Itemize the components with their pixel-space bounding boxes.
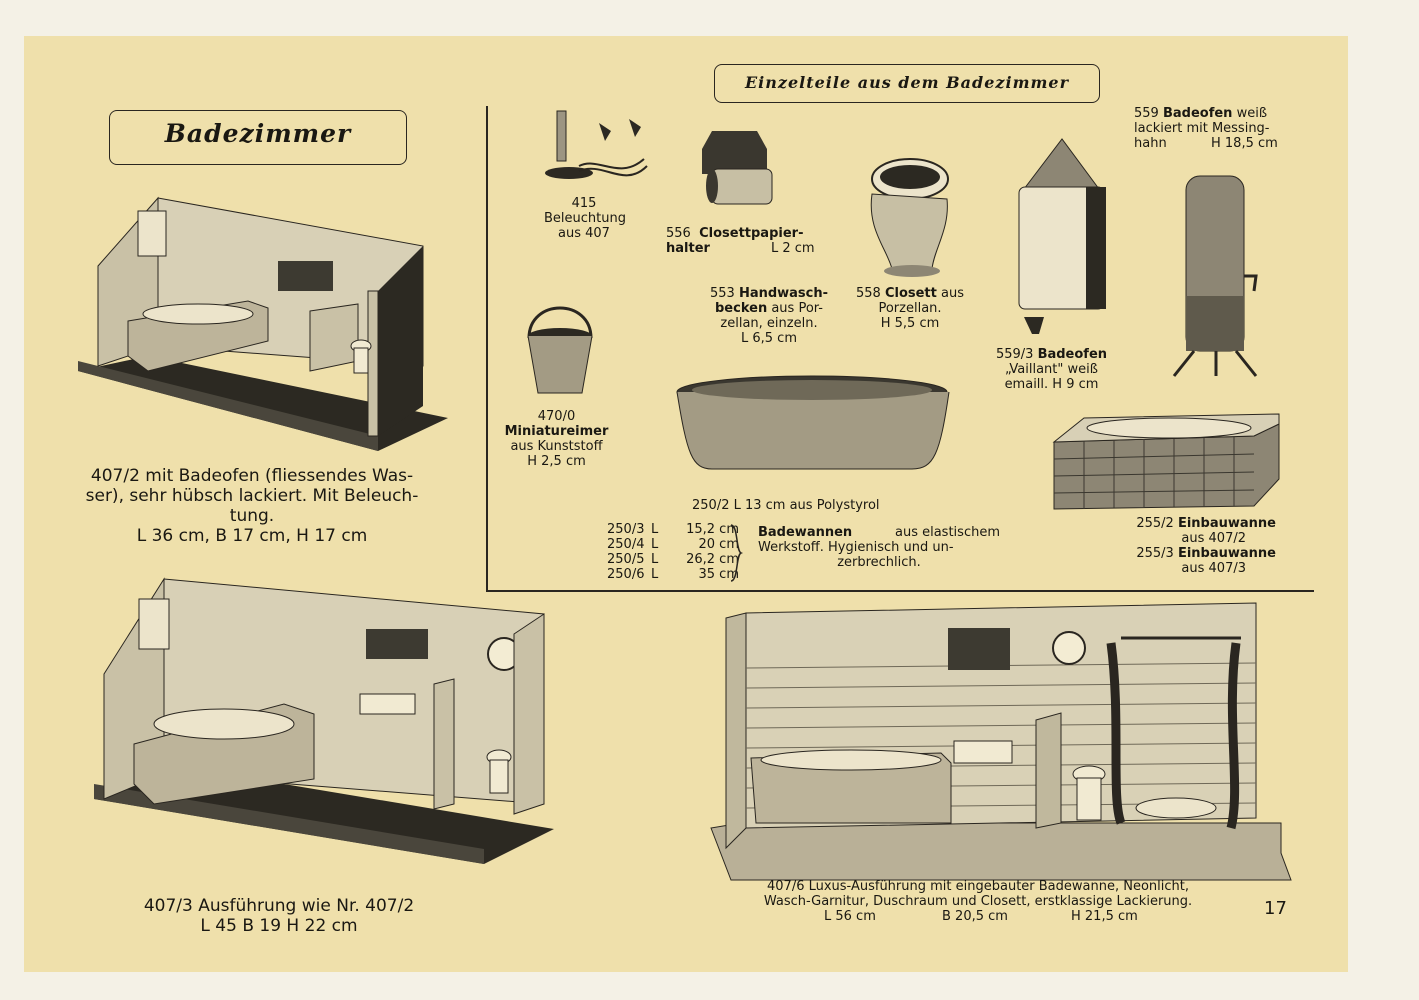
part-556-caption (666, 226, 836, 256)
part-255-2-line2: aus 407/2 (1181, 531, 1246, 546)
part-255-2-name: Einbauwanne (1177, 516, 1276, 531)
part-559-3-caption (989, 347, 1114, 392)
part-558-line2: Porzellan. (878, 301, 942, 316)
part-470-0-dim: H 2,5 cm (527, 454, 586, 469)
caption-407-3-line1: 407/3 Ausführung wie Nr. 407/2 (143, 896, 415, 916)
caption-407-3 (114, 896, 444, 936)
tub-size: 26,2 cm (686, 552, 739, 567)
part-558-dim: H 5,5 cm (880, 316, 940, 331)
part-553-line3: zellan, einzeln. (720, 316, 818, 331)
tub-size-table (607, 522, 747, 582)
caption-407-2-line3: tung. (229, 506, 275, 526)
bathroom-407-6-illustration (711, 598, 1291, 880)
tub-row (607, 537, 747, 552)
part-415-caption (544, 196, 624, 241)
tub-length-label: L (651, 552, 659, 567)
part-556-name: Closettpapier- (699, 226, 804, 241)
part-559-3-number: 559/3 (995, 347, 1034, 362)
part-553-line2: aus Por- (771, 301, 823, 316)
part-553-caption (704, 286, 834, 346)
part-415-line2: aus 407 (558, 226, 610, 241)
part-255-captions (1100, 516, 1276, 576)
part-559-3-row1 (989, 347, 1114, 362)
tub-row (607, 567, 747, 582)
part-559-line2: lackiert mit Messing- (1134, 121, 1270, 136)
part-558-row1 (844, 286, 976, 301)
section-title: Badezimmer (164, 119, 352, 148)
toilet-558-illustration (862, 149, 957, 279)
part-558-caption (844, 286, 976, 331)
part-559-caption (1134, 106, 1304, 151)
built-in-tub-255-illustration (1054, 404, 1282, 512)
part-559-3-line3: emaill. H 9 cm (1004, 377, 1099, 392)
part-556-name2: halter (666, 241, 710, 256)
lamp-415-illustration (539, 111, 659, 191)
tub-row (607, 552, 747, 567)
part-470-0-name: Miniatureimer (504, 424, 609, 439)
tubs-description (758, 525, 1000, 570)
tub-length-label: L (651, 567, 659, 582)
caption-407-6-height: H 21,5 cm (1071, 909, 1138, 924)
tub-size: 15,2 cm (686, 522, 739, 537)
part-415-line1: Beleuchtung (544, 211, 626, 226)
part-559-number: 559 (1134, 106, 1159, 121)
caption-407-2-line4: L 36 cm, B 17 cm, H 17 cm (136, 526, 368, 546)
catalog-page (24, 36, 1348, 972)
part-559-name: Badeofen (1162, 106, 1233, 121)
tub-table-brace (729, 524, 743, 582)
part-553-name: Handwasch- (738, 286, 829, 301)
part-559-line3a: hahn (1134, 136, 1167, 151)
tub-number: 250/3 (607, 522, 645, 537)
tub-number: 250/4 (607, 537, 645, 552)
part-255-3-number: 255/3 (1136, 546, 1174, 561)
caption-407-3-line2: L 45 B 19 H 22 cm (200, 916, 358, 936)
part-556-row2 (666, 241, 836, 256)
tub-size: 20 cm (698, 537, 739, 552)
part-255-2-row1 (1100, 516, 1276, 531)
caption-407-2-line2: ser), sehr hübsch lackiert. Mit Beleuch- (85, 486, 419, 506)
part-255-2-number: 255/2 (1136, 516, 1174, 531)
section-title-box (109, 110, 407, 165)
part-558-number: 558 (855, 286, 881, 301)
part-553-row2 (704, 301, 834, 316)
tubs-desc-rest: aus elastischem (895, 525, 1000, 540)
part-559-rest: weiß (1236, 106, 1268, 121)
tubs-desc-row1 (758, 525, 1000, 540)
part-553-dim: L 6,5 cm (741, 331, 797, 346)
tubs-desc-line3: zerbrechlich. (837, 555, 921, 570)
part-556-dim: L 2 cm (771, 241, 815, 256)
part-556-number: 556 (666, 226, 691, 241)
part-558-name: Closett (884, 286, 937, 301)
part-470-0-line2: aus Kunststoff (510, 439, 603, 454)
bathroom-407-2-illustration (78, 196, 448, 451)
tubs-desc-name: Badewannen (758, 525, 853, 540)
parts-divider-horizontal (486, 590, 1314, 592)
caption-407-6-width: B 20,5 cm (942, 909, 1008, 924)
part-559-3-line2: „Vaillant" weiß (1005, 362, 1098, 377)
caption-407-2-line1: 407/2 mit Badeofen (fliessendes Was- (90, 466, 414, 486)
bathroom-407-3-illustration (94, 574, 564, 874)
tub-row (607, 522, 747, 537)
part-559-3-name: Badeofen (1037, 347, 1108, 362)
page-number: 17 (1264, 898, 1287, 919)
part-415-number: 415 (571, 196, 597, 211)
tub-number: 250/5 (607, 552, 645, 567)
tubs-desc-line2: Werkstoff. Hygienisch und un- (758, 540, 954, 555)
caption-407-6 (718, 879, 1238, 909)
part-470-0-number: 470/0 (537, 409, 576, 424)
part-559-row1 (1134, 106, 1304, 121)
tub-size: 35 cm (698, 567, 739, 582)
part-559-row3 (1134, 136, 1304, 151)
part-558-rest: aus (941, 286, 964, 301)
part-470-0-caption (504, 409, 609, 469)
tub-length-label: L (651, 522, 659, 537)
part-556-row1 (666, 226, 836, 241)
caption-407-6-length: L 56 cm (824, 909, 876, 924)
parts-title-box (714, 64, 1100, 103)
parts-title: Einzelteile aus dem Badezimmer (744, 73, 1070, 92)
bathtub-250-2-illustration (672, 374, 954, 476)
bucket-470-0-illustration (521, 298, 599, 398)
part-553-name2: becken (715, 301, 768, 316)
tub-number: 250/6 (607, 567, 645, 582)
heater-559-3-illustration (1014, 139, 1114, 337)
tub-length-label: L (651, 537, 659, 552)
caption-407-6-line1: 407/6 Luxus-Ausführung mit eingebauter Badewanne, Neonlicht, (767, 879, 1189, 894)
part-255-3-name: Einbauwanne (1177, 546, 1276, 561)
part-559-dim: H 18,5 cm (1211, 136, 1278, 151)
parts-divider-vertical (486, 106, 488, 592)
caption-407-2 (62, 466, 442, 546)
boiler-559-illustration (1164, 176, 1269, 381)
part-553-row1 (704, 286, 834, 301)
part-553-number: 553 (709, 286, 735, 301)
part-255-3-line2: aus 407/3 (1181, 561, 1246, 576)
part-255-3-row1 (1100, 546, 1276, 561)
caption-407-6-line2: Wasch-Garnitur, Duschraum und Closett, erstklassige Lackierung. (763, 894, 1193, 909)
paper-holder-556-illustration (697, 129, 782, 209)
part-250-2-caption: 250/2 L 13 cm aus Polystyrol (692, 498, 880, 513)
